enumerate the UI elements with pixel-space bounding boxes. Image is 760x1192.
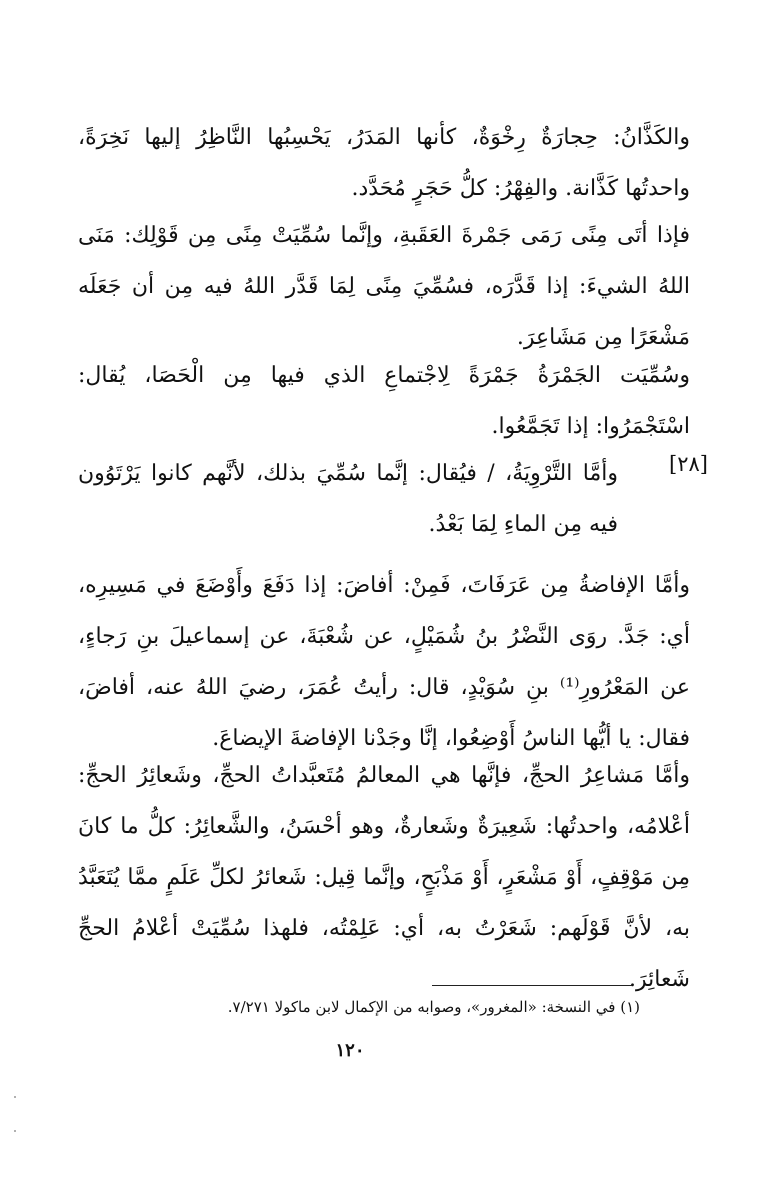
paragraph-mashair: وأمَّا مَشاعِرُ الحجِّ، فإنَّها هي المعالمُ مُتَعبَّداتُ الحجِّ، وشَعائِرُ الحجِّ: أعْلامُه، واحدتُها: شَعِيرَةٌ وشَعارةٌ، وهو أحْسَنُ، والشَّعائِرُ: كلُّ ما كانَ مِن مَوْقِفٍ، أَوْ مَشْعَرٍ، أَوْ مَذْبَحٍ، وإنَّما قِيل: شَعائرُ لكلِّ عَلَمٍ ممَّا يُتَعَبَّدُ به، لأنَّ قَوْلَهم: شَعَرْتُ به، أي: عَلِمْتُه، فلهذا سُمِّيَتْ أعْلامُ الحجِّ شَعائِرَ.: [78, 763, 690, 992]
paragraph-ifada: وأمَّا الإفاضةُ مِن عَرَفَاتَ، فَمِنْ: أفاضَ: إذا دَفَعَ وأَوْضَعَ في مَسِيرِه، أي: جَدَّ. روَى النَّضْرُ بنُ شُمَيْلٍ، عن شُعْبَةَ، عن إسماعيلَ بنِ رَجاءٍ، عن المَعْرُورِ⁽¹⁾ بنِ سُوَيْدٍ، قال: رأيتُ عُمَرَ، رضيَ اللهُ عنه، أفاضَ، فقال: يا أيُّها الناسُ أَوْضِعُوا، إنَّا وجَدْنا الإفاضةَ الإيضاعَ.: [78, 573, 690, 751]
margin-page-reference: [٢٨]: [669, 452, 708, 476]
scan-speck: [14, 1130, 16, 1132]
paragraph-tarwiya: وأمَّا التَّرْوِيَةُ، / فيُقال: إنَّما سُمِّيَ بذلك، لأنَّهم كانوا يَرْتَوُون فيه مِن الماءِ لِمَا بَعْدُ.: [78, 461, 618, 537]
paragraph-mina: فإذا أتَى مِنًى رَمَى جَمْرةَ العَقَبةِ، وإنَّما سُمِّيَتْ مِنًى مِن قَوْلِك: مَنَى اللهُ الشيءَ: إذا قَدَّرَه، فسُمِّيَ مِنًى لِمَا قَدَّر اللهُ فيه مِن أن جَعَلَه مَشْعَرًا مِن مَشَاعِرَ.: [78, 223, 690, 350]
paragraph-kadhdhan: والكَذَّانُ: حِجارَةٌ رِخْوَةٌ، كأنها المَدَرُ، يَحْسِبُها النَّاظِرُ إليها نَخِرَةً، واحدتُها كَذَّانة. والفِهْرُ: كلُّ حَجَرٍ مُحَدَّد.: [78, 125, 690, 201]
page-number: ١٢٠: [335, 1040, 365, 1061]
footnote: (١) في النسخة: «المغرور»، وصوابه من الإكمال لابن ماكولا ٧/٢٧١.: [227, 998, 640, 1016]
paragraph-jamra: وسُمِّيَت الجَمْرَةُ جَمْرَةً لِاجْتماعِ الذي فيها مِن الْحَصَا، يُقال: اسْتَجْمَرُوا: إذا تَجَمَّعُوا.: [78, 363, 690, 439]
footnote-separator: [432, 985, 632, 986]
scan-speck: [14, 1096, 16, 1098]
